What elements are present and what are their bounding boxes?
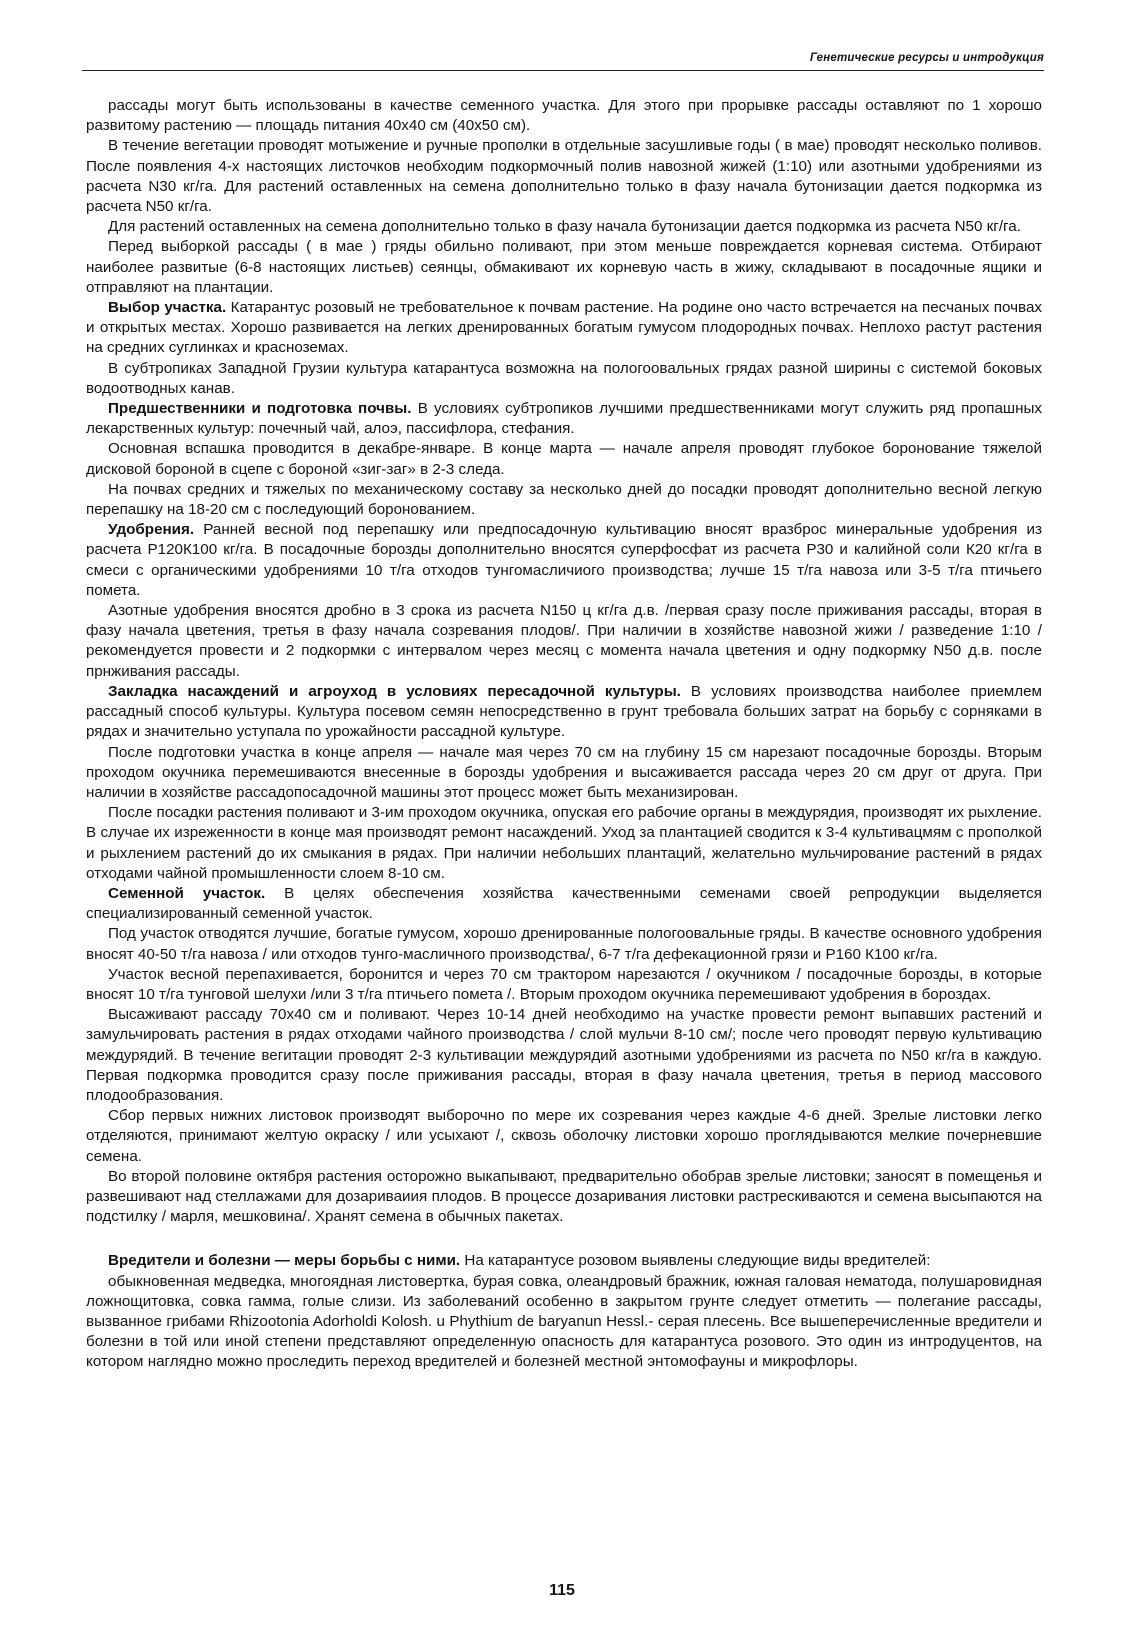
paragraph-text: Для растений оставленных на семена дополнительно только в фазу начала бутонизации дается подкормка из расчета N50 кг/га. [108, 218, 1021, 236]
paragraph-text: Во второй половине октября растения осторожно выкапывают, предварительно обобрав зрелые листовки; заносят в помещенья и развешивают над стеллажами для дозариваиия плодов. В процессе дозаривания листовки растрескиваются и семена высыпаются на подстилку / марля, мешковина/. Хранят семена в обычных пакетах. [86, 1167, 1042, 1226]
paragraph-text: Азотные удобрения вносятся дробно в 3 срока из расчета N150 ц кг/га д.в. /первая сразу после приживания рассады, вторая в фазу начала цветения, третья в фазу начала созревания плодов/. При наличии в хозяйстве навозной жижи / разведение 1:10 / рекомендуется провести и 2 подкормки с интервалом через месяц с момента начала цветения и одну подкормку N50 д.в. после прнживания рассады. [86, 602, 1042, 680]
paragraph [86, 96, 1042, 136]
paragraph [86, 399, 1042, 439]
paragraph-text: Сбор первых нижних листовок производят выборочно по мере их созревания через каждые 4-6 дней. Зрелые листовки легко отделяются, принимают желтую окраску / или усыхают /, сквозь оболочку листовки хорошо проглядываются мелкие почерневшие семена. [86, 1107, 1042, 1165]
body-text [86, 96, 1042, 1373]
paragraph-text: В течение вегетации проводят мотыжение и ручные прополки в отдельные засушливые годы ( в мае) проводят несколько поливов. После появления 4-х настоящих листочков необходим подкормочный полив навозной жижей (1:10) или азотными удобрениями из расчета N30 кг/га. Для растений оставленных на семена дополнительно только в фазу начала бутонизации дается подкормка из расчета N50 кг/га. [86, 137, 1042, 216]
page-number: 115 [549, 1582, 575, 1599]
paragraph [86, 359, 1042, 399]
paragraph [86, 1005, 1042, 1106]
paragraph-text: На почвах средних и тяжелых по механическому составу за несколько дней до посадки проводят дополнительно весной легкую перепашку на 18-20 см с последующий боронованием. [86, 480, 1042, 519]
paragraph-text: В целях обеспечения хозяйства качественными семенами своей репродукции выделяется специализированный семенной участок. [86, 884, 1042, 923]
paragraph [86, 743, 1042, 804]
paragraph [86, 682, 1042, 743]
paragraph-text: Основная вспашка проводится в декабре-январе. В конце марта — начале апреля проводят глубокое боронование тяжелой дисковой бороной в сцепе с бороной «зиг-заг» в 2-3 следа. [86, 440, 1042, 478]
paragraph [86, 803, 1042, 884]
section-heading: Предшественники и подготовка почвы. [108, 400, 412, 418]
pests-heading: Вредители и болезни — меры борьбы с ними. [108, 1252, 461, 1270]
paragraph [86, 136, 1042, 217]
paragraph-text: В условиях субтропиков лучшими предшественниками могут служить ряд пропашных лекарственных культур: почечный чай, алоэ, пассифлора, стефания. [86, 400, 1042, 438]
paragraph-text: В условиях производства наиболее приемлем рассадный способ культуры. Культура посевом семян непосредственно в грунт требовала больших затрат на борьбу с сорняками в рядах и значительно уступала по урожайности рассадной культуре. [86, 682, 1043, 741]
paragraph [86, 298, 1042, 359]
paragraph [86, 439, 1042, 479]
paragraph-text: Участок весной перепахивается, боронится и через 70 см трактором нарезаются / окучником / посадочные борозды, в которые вносят 10 т/га тунговой шелухи /или 3 т/га птичьего помета /. Вторым проходом окучника перемешивают удобрения в бороздах. [86, 965, 1042, 1003]
paragraph [86, 1106, 1042, 1167]
pests-list-paragraph: обыкновенная медведка, многоядная листовертка, бурая совка, олеандровый бражник, южная галовая нематода, полушаровидная ложнощитовка, совка гамма, голые слизи. Из заболеваний особенно в закрытом грунте следует отметить — полегание рассады, вызванное грибами Rhizootonia Adorholdi Kolosh. u Phythium de baryanun Hessl.- серая плесень. Все вышеперечисленные вредители и болезни в той или иной степени представляют определенную опасность для катарантуса розового. Это один из интродуцентов, на котором наглядно можно проследить переход вредителей и болезней местной энтомофауны и микрофлоры. [86, 1272, 1042, 1371]
paragraph [86, 924, 1042, 964]
paragraph [86, 480, 1042, 520]
section-gap [86, 1227, 1042, 1251]
section-heading: Удобрения. [108, 521, 195, 539]
paragraph-text: Перед выборкой рассады ( в мае ) гряды обильно поливают, при этом меньше повреждается корневая система. Отбирают наиболее развитые (6-8 настоящих листьев) сеянцы, обмакивают их корневую часть в жижу, складывают в посадочные ящики и отправляют на плантации. [86, 238, 1042, 296]
paragraph-list [86, 96, 1042, 1227]
running-header [82, 48, 1044, 71]
paragraph-text: В субтропиках Западной Грузии культура катарантуса возможна на пологоовальных грядах разной ширины с системой боковых водоотводных канав. [86, 359, 1042, 397]
section-heading: Закладка насаждений и агроуход в условиях пересадочной культуры. [108, 682, 681, 700]
paragraph-text: рассады могут быть использованы в качестве семенного участка. Для этого при прорывке рассады оставляют по 1 хорошо развитому растению — площадь питания 40х40 см (40х50 см). [86, 97, 1042, 135]
paragraph [86, 520, 1042, 601]
paragraph-text: После подготовки участка в конце апреля — начале мая через 70 см на глубину 15 см нарезают посадочные борозды. Вторым проходом окучника перемешиваются внесенные в борозды удобрения и высаживается рассада через 20 см друг от друга. При наличии в хозяйстве рассадопосадочной машины этот процесс может быть механизирован. [86, 743, 1042, 801]
paragraph-text: Катарантус розовый не требовательное к почвам растение. На родине оно часто встречается на песчаных почвах и открытых местах. Хорошо развивается на легких дренированных богатым гумусом плодородных почвах. Неплохо растут растения на средних суглинках и красноземах. [86, 299, 1042, 357]
paragraph-text: После посадки растения поливают и 3-им проходом окучника, опуская его рабочие органы в междурядия, производят их рыхление. В случае их изреженности в конце мая производят ремонт насаждений. Уход за плантацией сводится к 3-4 культивацмям с прополкой и рыхлением растений до их смыкания в рядах. При наличии небольших плантаций, желательно мульчирование растений в рядах отходами чайной промышленности слоем 8-10 см. [86, 804, 1042, 882]
running-header-title: Генетические ресурсы и интродукция [809, 52, 1044, 64]
section-heading: Семенной участок. [108, 884, 266, 902]
paragraph [86, 1167, 1042, 1228]
section-heading: Выбор участка. [108, 299, 227, 317]
paragraph [86, 601, 1042, 682]
paragraph [86, 884, 1042, 924]
paragraph [86, 965, 1042, 1005]
paragraph-text: Высаживают рассаду 70х40 см и поливают. Через 10-14 дней необходимо на участке провести ремонт выпавших растений и замульчировать растения в рядах отходами чайного производства / слой мульчи 8-10 см/; после чего проводят первую культивацию междурядий. В течение вегитации проводят 2-3 культивации междурядий азотными удобрениями из расчета по N50 кг/га в каждую. Первая подкормка проводится сразу после приживания рассады, вторая в фазу начала цветения, третья в период массового плодообразования. [86, 1006, 1042, 1104]
pests-intro: На катарантусе розовом выявлены следующие виды вредителей: [460, 1252, 931, 1270]
paragraph-text: Под участок отводятся лучшие, богатые гумусом, хорошо дренированные пологоовальные гряды. В качестве основного удобрения вносят 40-50 т/га навоза / или отходов тунго-масличного производства/, 6-7 т/га дефекационной грязи и Р160 К100 кг/га. [86, 925, 1042, 963]
pests-heading-paragraph [86, 1251, 1042, 1271]
paragraph-text: Ранней весной под перепашку или предпосадочную культивацию вносят вразброс минеральные удобрения из расчета Р120К100 кг/га. В посадочные борозды дополнительно вносятся суперфосфат из расчета Р30 и калийной соли К20 кг/га в смеси с органическими удобрениями 10 т/га отходов тунгомасличиого производства; лучше 15 т/га навоза или 3-5 т/га птичьего помета. [86, 521, 1042, 599]
paragraph [86, 217, 1042, 237]
paragraph [86, 237, 1042, 298]
